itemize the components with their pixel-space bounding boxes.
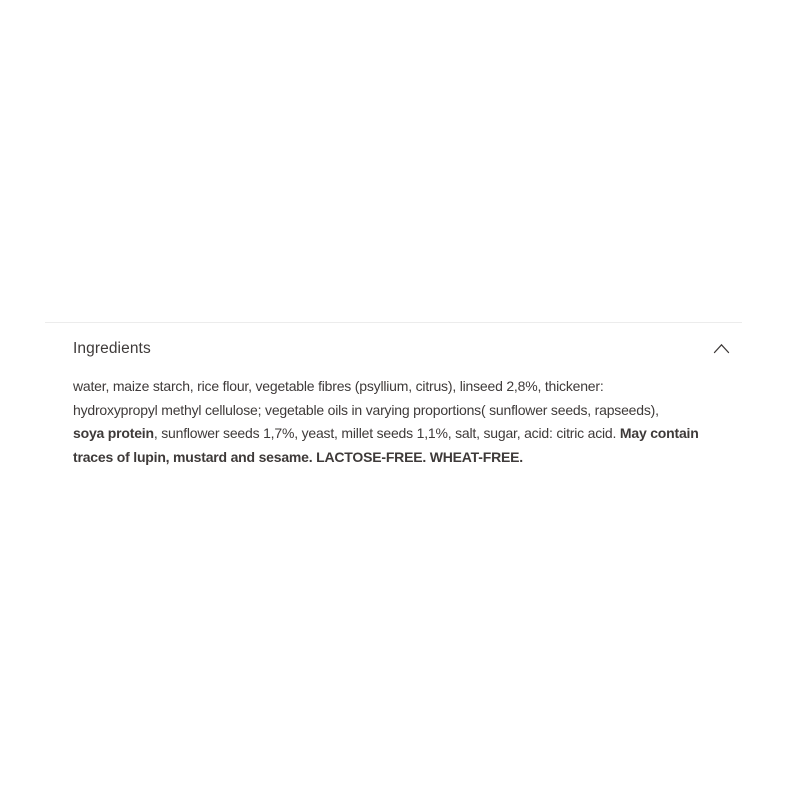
ingredients-text <box>45 358 742 469</box>
ingredients-line <box>73 375 742 399</box>
ingredients-segment: hydroxypropyl methyl cellulose; vegetable oils in varying proportions( sunflower seeds, rapseeds), <box>73 401 659 418</box>
ingredients-segment-bold: traces of lupin, mustard and sesame. LACTOSE-FREE. WHEAT-FREE. <box>73 448 523 465</box>
ingredients-accordion-header[interactable] <box>45 323 742 358</box>
chevron-up-icon[interactable] <box>713 343 730 354</box>
ingredients-accordion-section <box>45 322 742 469</box>
ingredients-line <box>73 422 742 446</box>
ingredients-segment: water, maize starch, rice flour, vegetable fibres (psyllium, citrus), linseed 2,8%, thickener: <box>73 378 604 394</box>
ingredients-section-title: Ingredients <box>73 340 151 357</box>
ingredients-line <box>73 446 742 470</box>
ingredients-segment-bold: May contain <box>619 425 699 441</box>
ingredients-segment-bold: soya protein <box>73 425 154 441</box>
ingredients-segment: , sunflower seeds 1,7%, yeast, millet seeds 1,1%, salt, sugar, acid: citric acid. <box>153 425 620 441</box>
ingredients-line <box>73 399 742 423</box>
